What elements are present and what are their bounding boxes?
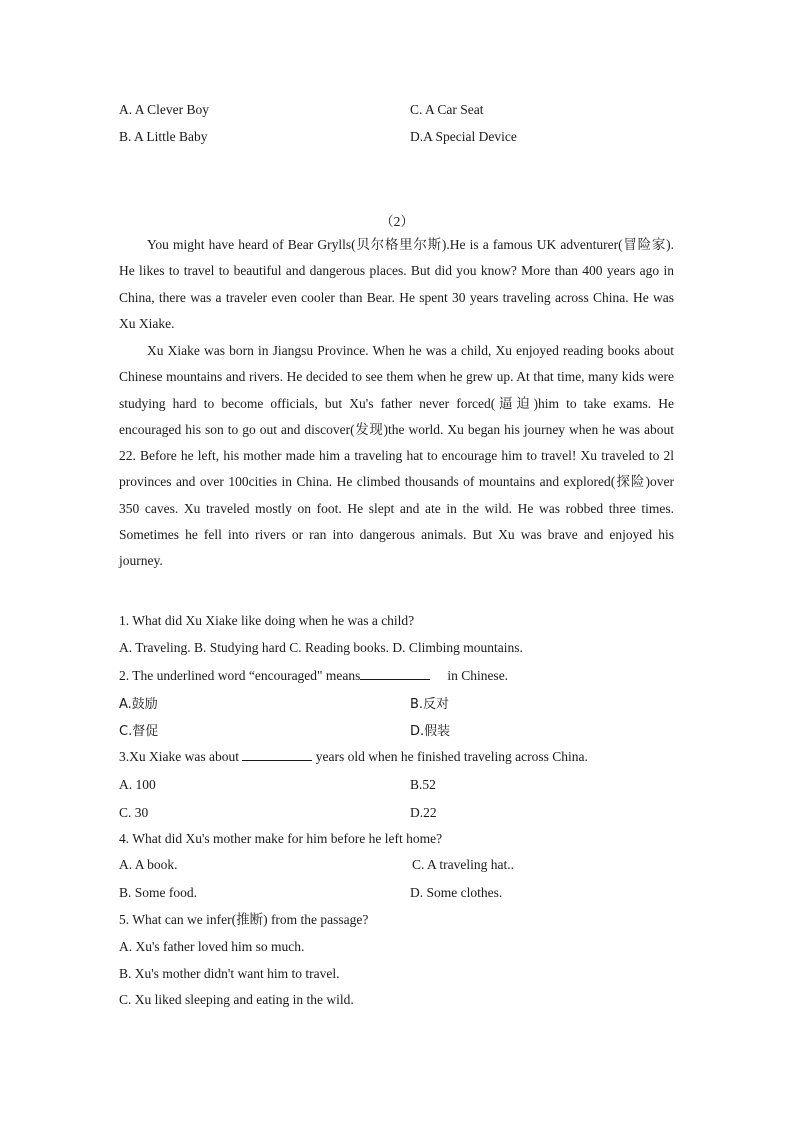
question-4-stem: 4. What did Xu's mother make for him before he left home? bbox=[119, 831, 443, 846]
option-a: A. A Clever Boy bbox=[119, 102, 209, 117]
answer-blank bbox=[360, 667, 430, 680]
question-1-options: A. Traveling. B. Studying hard C. Reading books. D. Climbing mountains. bbox=[119, 640, 523, 655]
question-1-stem: 1. What did Xu Xiake like doing when he was a child? bbox=[119, 613, 415, 628]
question-4-option-a: A. A book. bbox=[119, 857, 178, 872]
question-4-option-b: B. Some food. bbox=[119, 885, 198, 900]
question-3-option-b: B.52 bbox=[410, 777, 436, 792]
question-3-option-c: C. 30 bbox=[119, 805, 149, 820]
question-3-option-a: A. 100 bbox=[119, 777, 156, 792]
question-3-stem-after: years old when he finished traveling across China. bbox=[315, 749, 588, 764]
question-4-option-d: D. Some clothes. bbox=[410, 885, 503, 900]
passage-paragraph-2: Xu Xiake was born in Jiangsu Province. When he was a child, Xu enjoyed reading books about Chinese mountains and rivers. He decided to see them when he grew up. At that time, many kids were studying hard to become officials, but Xu's father never forced(逼迫)him to take exams. He encouraged his son to go out and discover(发现)the world. Xu began his journey when he was about 22. Before he left, his mother made him a traveling hat to encourage him to travel! Xu traveled to 2l provinces and over 100cities in China. He climbed thousands of mountains and explored(探险)over 350 caves. Xu traveled mostly on foot. He slept and ate in the wild. He was robbed three times. Sometimes he fell into rivers or ran into dangerous animals. But Xu was brave and enjoyed his journey. bbox=[119, 343, 674, 569]
question-5-stem: 5. What can we infer(推断) from the passage? bbox=[119, 912, 369, 927]
passage-paragraph-1: You might have heard of Bear Grylls(贝尔格里尔斯).He is a famous UK adventurer(冒险家). He likes to travel to beautiful and dangerous places. But did you know? More than 400 years ago in China, there was a traveler even cooler than Bear. He spent 30 years traveling across China. He was Xu Xiake. bbox=[119, 237, 674, 331]
question-5-option-b: B. Xu's mother didn't want him to travel. bbox=[119, 966, 340, 981]
option-c: C. A Car Seat bbox=[410, 102, 484, 117]
question-2-stem bbox=[119, 667, 508, 685]
question-3-option-d: D.22 bbox=[410, 805, 437, 820]
question-2-option-a: A.鼓励 bbox=[119, 697, 158, 712]
question-3-stem bbox=[119, 748, 588, 766]
question-3-stem-before: 3.Xu Xiake was about bbox=[119, 749, 239, 764]
question-2-option-c: C.督促 bbox=[119, 724, 159, 739]
question-2-stem-before: 2. The underlined word “encouraged" means bbox=[119, 668, 361, 683]
question-5-option-c: C. Xu liked sleeping and eating in the wild. bbox=[119, 992, 354, 1007]
section-title: （2） bbox=[380, 214, 414, 229]
question-2-option-d: D.假装 bbox=[410, 724, 451, 739]
option-b: B. A Little Baby bbox=[119, 129, 208, 144]
question-5-option-a: A. Xu's father loved him so much. bbox=[119, 939, 305, 954]
question-2-stem-after: in Chinese. bbox=[447, 668, 509, 683]
question-2-option-b: B.反对 bbox=[410, 697, 450, 712]
question-4-option-c: C. A traveling hat.. bbox=[412, 857, 514, 872]
answer-blank bbox=[242, 748, 312, 761]
option-d: D.A Special Device bbox=[410, 129, 517, 144]
